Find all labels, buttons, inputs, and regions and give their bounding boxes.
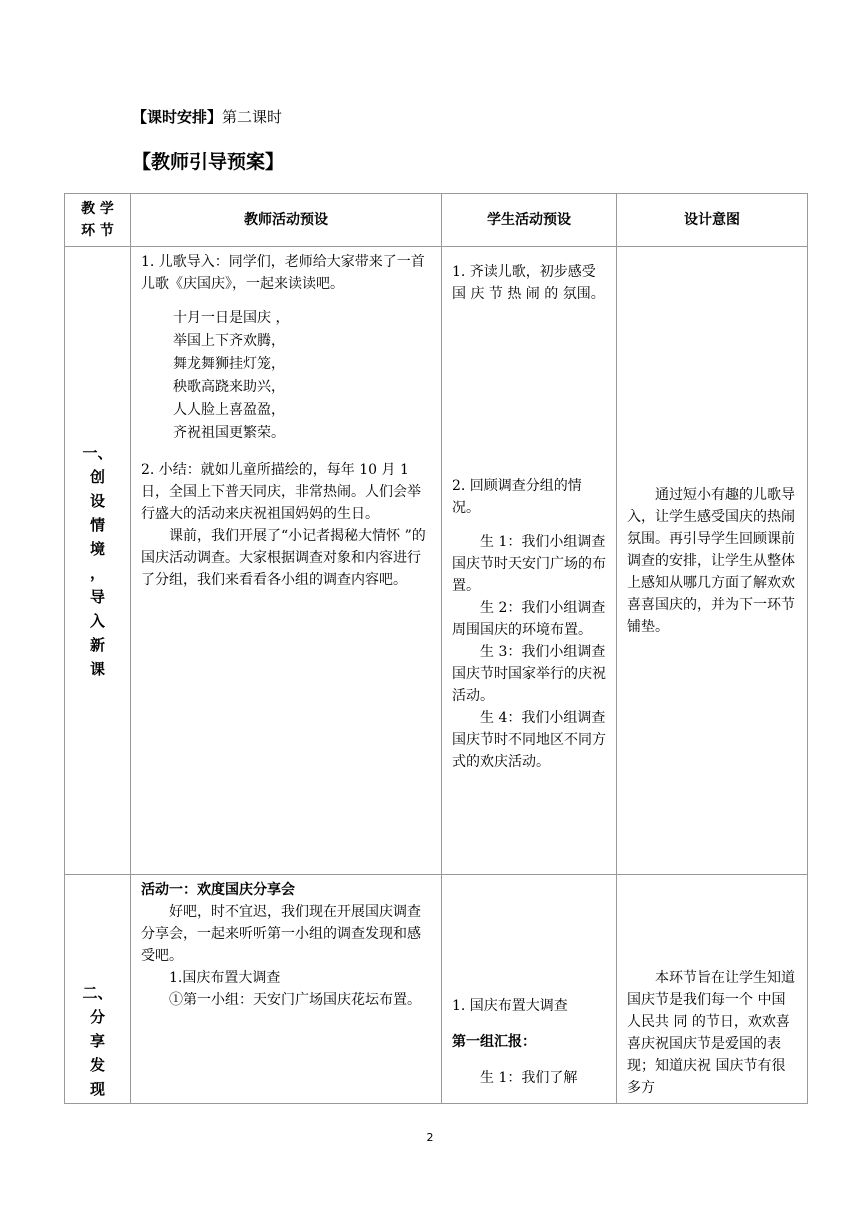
stage-char: 创	[89, 467, 105, 486]
teacher-paragraph: 课前，我们开展了“小记者揭秘大情怀 ”的国庆活动调查。大家根据调查对象和内容进行了分组，我们来看看各小组的调查内容吧。	[141, 528, 426, 588]
teacher-paragraph: ①第一小组：天安门广场国庆花坛布置。	[169, 992, 421, 1008]
poem-line: 秧歌高跷来助兴，	[173, 379, 285, 395]
table-row	[65, 247, 808, 875]
intent-cell-2	[617, 875, 808, 1104]
poem-line: 齐祝祖国更繁荣。	[173, 425, 285, 441]
stage-char: 境	[89, 539, 105, 558]
table-header-row	[65, 194, 808, 247]
teacher-cell-2	[131, 875, 442, 1104]
activity-title: 活动一：欢度国庆分享会	[141, 882, 295, 898]
student-paragraph: 1. 齐读儿歌，初步感受 国 庆 节 热 闹 的 氛围。	[452, 264, 605, 302]
student-paragraph: 生 1：我们了解	[480, 1070, 578, 1086]
student-paragraph: 生 2：我们小组调查周围国庆的环境布置。	[452, 600, 606, 638]
stage-char: 课	[89, 659, 105, 678]
stage-char: 设	[89, 491, 105, 510]
student-paragraph: 2. 回顾调查分组的情况。	[452, 478, 582, 516]
stage-char: 发	[89, 1056, 105, 1074]
schedule-label: 【课时安排】	[132, 108, 223, 126]
poem-line: 十月一日是国庆 ，	[173, 310, 290, 326]
teacher-paragraph: 好吧，时不宜迟，我们现在开展国庆调查分享会，一起来听听第一小组的调查发现和感受吧。	[141, 904, 421, 964]
stage-char: 享	[89, 1032, 105, 1050]
poem-line: 舞龙舞狮挂灯笼，	[173, 356, 285, 372]
poem-line: 人人脸上喜盈盈，	[173, 402, 285, 418]
stage-char: 分	[89, 1008, 105, 1026]
stage-char: 现	[89, 1080, 105, 1098]
header-design-intent: 设计意图	[617, 194, 808, 247]
header-student-activity: 学生活动预设	[442, 194, 617, 247]
intent-paragraph: 通过短小有趣的儿歌导入，让学生感受国庆的热闹氛围。再引导学生回顾课前调查的安排，让学生从整体上感知从哪几方面了解欢欢喜喜国庆的，并为下一环节铺垫。	[627, 486, 795, 635]
class-schedule	[132, 106, 282, 127]
lesson-plan-table	[64, 193, 808, 1104]
stage-char: 情	[89, 515, 105, 534]
stage-char: 新	[89, 635, 105, 654]
stage-cell-1	[65, 247, 131, 875]
stage-cell-2	[65, 875, 131, 1104]
schedule-value: 第二课时	[222, 108, 283, 126]
plan-heading: 【教师引导预案】	[132, 151, 285, 173]
teacher-paragraph: 1. 儿歌导入：同学们，老师给大家带来了一首儿歌《庆国庆》，一起来读读吧。	[141, 254, 425, 292]
table-row	[65, 875, 808, 1104]
intent-cell-1	[617, 247, 808, 875]
stage-char: ，	[89, 563, 105, 582]
stage-char: 入	[89, 611, 105, 630]
page-number: 2	[426, 1131, 434, 1144]
student-paragraph: 生 3：我们小组调查国庆节时国家举行的庆祝活动。	[452, 644, 606, 704]
poem-line: 举国上下齐欢腾，	[173, 333, 285, 349]
student-paragraph: 第一组汇报：	[452, 1034, 536, 1050]
student-cell-2	[442, 875, 617, 1104]
stage-char: 导	[89, 587, 105, 606]
teacher-paragraph: 2. 小结：就如儿童所描绘的，每年 10 月 1 日，全国上下普天同庆，非常热闹。人们会举行盛大的活动来庆祝祖国妈妈的生日。	[141, 462, 421, 522]
header-teacher-activity: 教师活动预设	[131, 194, 442, 247]
poem	[141, 307, 433, 445]
header-stage-line2: 环 节	[81, 223, 114, 239]
student-paragraph: 1. 国庆布置大调查	[452, 998, 568, 1014]
header-stage	[65, 194, 131, 247]
student-paragraph: 生 1：我们小组调查国庆节时天安门广场的布置。	[452, 534, 606, 594]
teacher-cell-1	[131, 247, 442, 875]
teacher-paragraph: 1.国庆布置大调查	[169, 970, 281, 986]
student-cell-1	[442, 247, 617, 875]
stage-char: 二、	[82, 984, 113, 1002]
intent-paragraph: 本环节旨在让学生知道国庆节是我们每一个 中国人民共 同 的节日，欢欢喜喜庆祝国庆节是爱国的表现；知道庆祝 国庆节有很 多方	[627, 970, 795, 1096]
header-stage-line1: 教 学	[81, 201, 114, 217]
stage-char: 一、	[82, 443, 113, 462]
student-paragraph: 生 4：我们小组调查国庆节时不同地区不同方式的欢庆活动。	[452, 710, 606, 770]
